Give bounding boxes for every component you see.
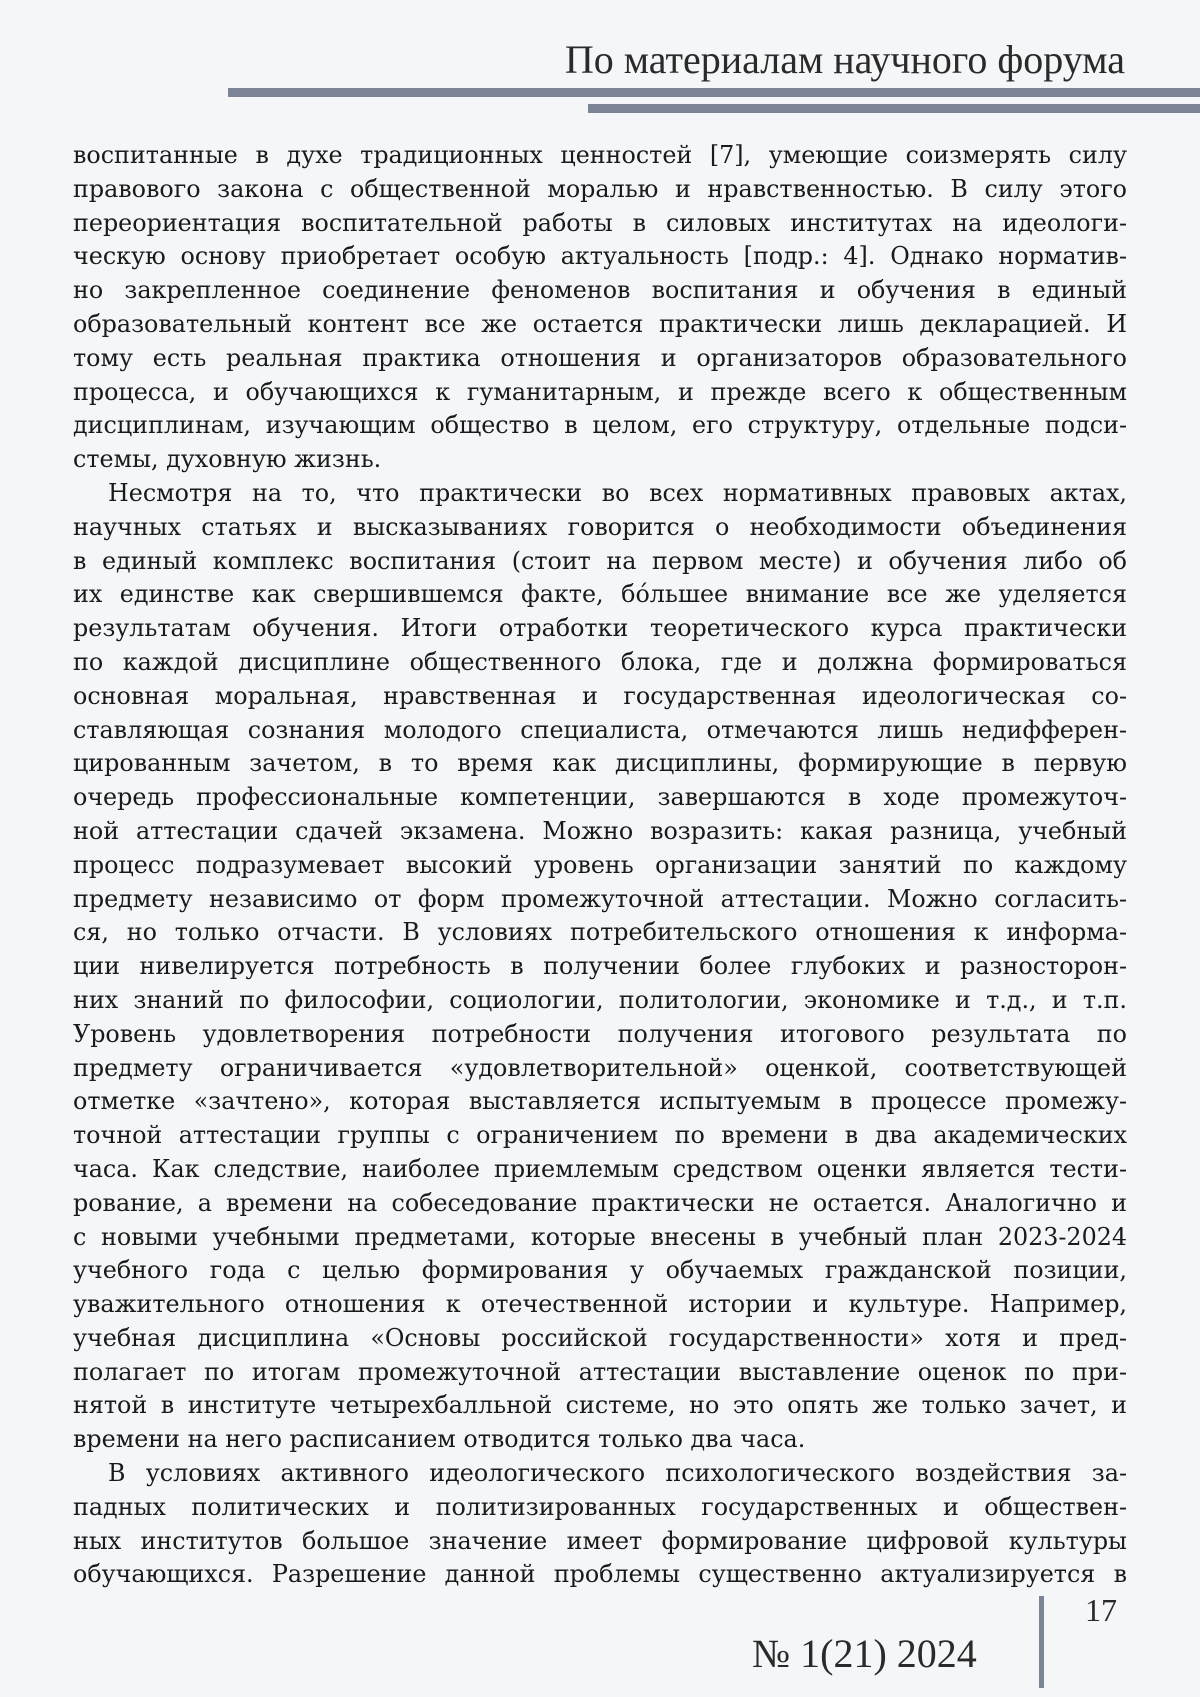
text-line: Уровень удовлетворения потребности получения итогового результата по [73, 1019, 1127, 1048]
text-line: точной аттестации группы с ограничением по времени в два академических [73, 1121, 1127, 1150]
running-title: По материалам научного форума [564, 37, 1125, 82]
text-line: учебная дисциплина «Основы российской государственности» хотя и пред- [73, 1323, 1127, 1352]
header-rule-top [228, 88, 1200, 97]
text-line: по каждой дисциплине общественного блока, где и должна формироваться [73, 647, 1127, 676]
text-line: ной аттестации сдачей экзамена. Можно возразить: какая разница, учебный [73, 816, 1127, 845]
text-line: их единстве как свершившемся факте, бóльшее внимание все же уделяется [73, 580, 1127, 609]
text-line: дисциплинам, изучающим общество в целом, его структуру, отдельные подси- [73, 411, 1127, 440]
text-line: образовательный контент все же остается практически лишь декларацией. И [73, 309, 1127, 338]
text-line: ческую основу приобретает особую актуальность [подр.: 4]. Однако норматив- [73, 242, 1127, 271]
text-line: результатам обучения. Итоги отработки теоретического курса практически [73, 614, 1127, 643]
text-line: в единый комплекс воспитания (стоит на первом месте) и обучения либо об [73, 546, 1127, 575]
footer-separator [1039, 1596, 1044, 1688]
text-line: основная моральная, нравственная и государственная идеологическая со- [73, 681, 1127, 710]
text-line: учебного года с целью формирования у обучаемых гражданской позиции, [73, 1256, 1127, 1285]
text-line: воспитанные в духе традиционных ценностей [7], умеющие соизмерять силу [73, 141, 1127, 169]
text-line: времени на него расписанием отводится только два часа. [73, 1425, 806, 1454]
text-line: процесс подразумевает высокий уровень организации занятий по каждому [73, 850, 1127, 879]
text-line: отметке «зачтено», которая выставляется испытуемым в процессе промежу- [73, 1087, 1127, 1116]
text-line: с новыми учебными предметами, которые внесены в учебный план 2023-2024 [73, 1222, 1127, 1251]
text-line: ции нивелируется потребность в получении более глубоких и разносторон- [73, 952, 1127, 981]
header-rule-bottom [588, 104, 1200, 113]
text-line: научных статьях и высказываниях говорится о необходимости объединения [73, 512, 1127, 541]
text-line: процесса, и обучающихся к гуманитарным, и прежде всего к общественным [73, 377, 1127, 406]
text-line: уважительного отношения к отечественной истории и культуре. Например, [73, 1290, 1127, 1319]
text-line: ставляющая сознания молодого специалиста, отмечаются лишь недифферен- [73, 715, 1127, 744]
text-line: ся, но только отчасти. В условиях потребительского отношения к информа- [73, 918, 1127, 947]
page-number: 17 [1085, 1592, 1117, 1628]
text-line: цированным зачетом, в то время как дисциплины, формирующие в первую [73, 749, 1127, 778]
text-line: но закрепленное соединение феноменов воспитания и обучения в единый [73, 276, 1127, 305]
text-line: рование, а времени на собеседование практически не остается. Аналогично и [73, 1188, 1127, 1217]
paragraph-start: Несмотря на то, что практически во всех нормативных правовых актах, [108, 478, 1127, 507]
text-line: ных институтов большое значение имеет формирование цифровой культуры [73, 1526, 1127, 1555]
text-line: обучающихся. Разрешение данной проблемы существенно актуализируется в [73, 1560, 1127, 1589]
text-line: предмету ограничивается «удовлетворительной» оценкой, соответствующей [73, 1053, 1127, 1082]
text-line: часа. Как следствие, наиболее приемлемым средством оценки является тести- [73, 1154, 1127, 1183]
text-line: нятой в институте четырехбалльной системе, но это опять же только зачет, и [73, 1391, 1127, 1420]
text-line: тому есть реальная практика отношения и организаторов образовательного [73, 343, 1127, 372]
text-line: предмету независимо от форм промежуточной аттестации. Можно согласить- [73, 884, 1127, 913]
text-line: правового закона с общественной моралью и нравственностью. В силу этого [73, 174, 1127, 203]
text-line: переориентация воспитательной работы в силовых институтах на идеологи- [73, 208, 1127, 237]
text-line: стемы, духовную жизнь. [73, 445, 382, 474]
text-line: них знаний по философии, социологии, политологии, экономике и т.д., и т.п. [73, 985, 1127, 1014]
text-line: очередь профессиональные компетенции, завершаются в ходе промежуточ- [73, 783, 1127, 812]
body-text [73, 139, 1127, 1592]
issue-number: № 1(21) 2024 [752, 1631, 977, 1676]
text-line: полагает по итогам промежуточной аттестации выставление оценок по при- [73, 1357, 1127, 1386]
text-line: падных политических и политизированных государственных и обществен- [73, 1492, 1127, 1521]
paragraph-start: В условиях активного идеологического психологического воздействия за- [108, 1459, 1127, 1488]
